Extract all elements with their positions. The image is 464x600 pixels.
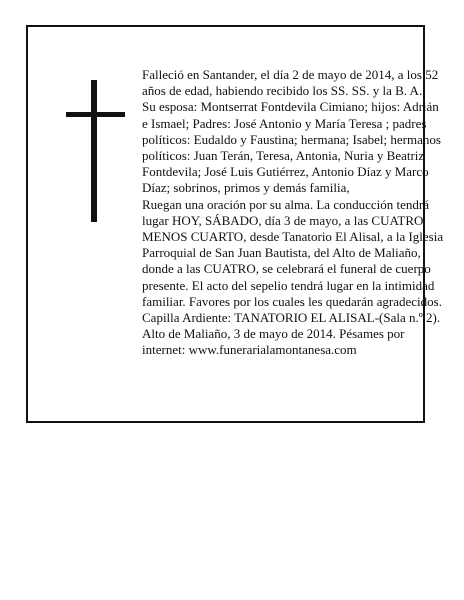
notice-paragraph-date-contact: Alto de Maliaño, 3 de mayo de 2014. Pésames por internet: www.funerarialamontanesa.com: [142, 326, 405, 358]
obituary-notice: [26, 25, 444, 423]
cross-vertical-bar: [91, 80, 97, 222]
notice-paragraph-funeral: Ruegan una oración por su alma. La conducción tendrá lugar HOY, SÁBADO, día 3 de mayo, a las CUATRO MENOS CUARTO, desde Tanatorio El Alisal, a la Iglesia Parroquial de San Juan Bautista, del Alto de Maliaño, donde a las CUATRO, se celebrará el funeral de cuerpo presente. El acto del sepelio tendrá lugar en la intimidad familiar. Favores por los cuales les quedarán agradecidos. Capilla Ardiente: TANATORIO EL ALISAL-(Sala n.º 2).: [142, 196, 444, 326]
notice-paragraph-family: Su esposa: Montserrat Fontdevila Cimiano; hijos: Adrián e Ismael; Padres: José Antonio y María Teresa ; padres políticos: Eudaldo y Faustina; hermana; Isabel; hermanos políticos: Juan Terán, Teresa, Antonia, Nuria y Beatriz Fontdevila; José Luis Gutiérrez, Antonio Díaz y Marco Díaz; sobrinos, primos y demás familia,: [142, 99, 441, 196]
cross-horizontal-bar: [66, 112, 125, 117]
notice-paragraph-death: Falleció en Santander, el día 2 de mayo de 2014, a los 52 años de edad, habiendo recibido los SS. SS. y la B. A.: [142, 67, 439, 99]
notice-text: [142, 67, 444, 359]
